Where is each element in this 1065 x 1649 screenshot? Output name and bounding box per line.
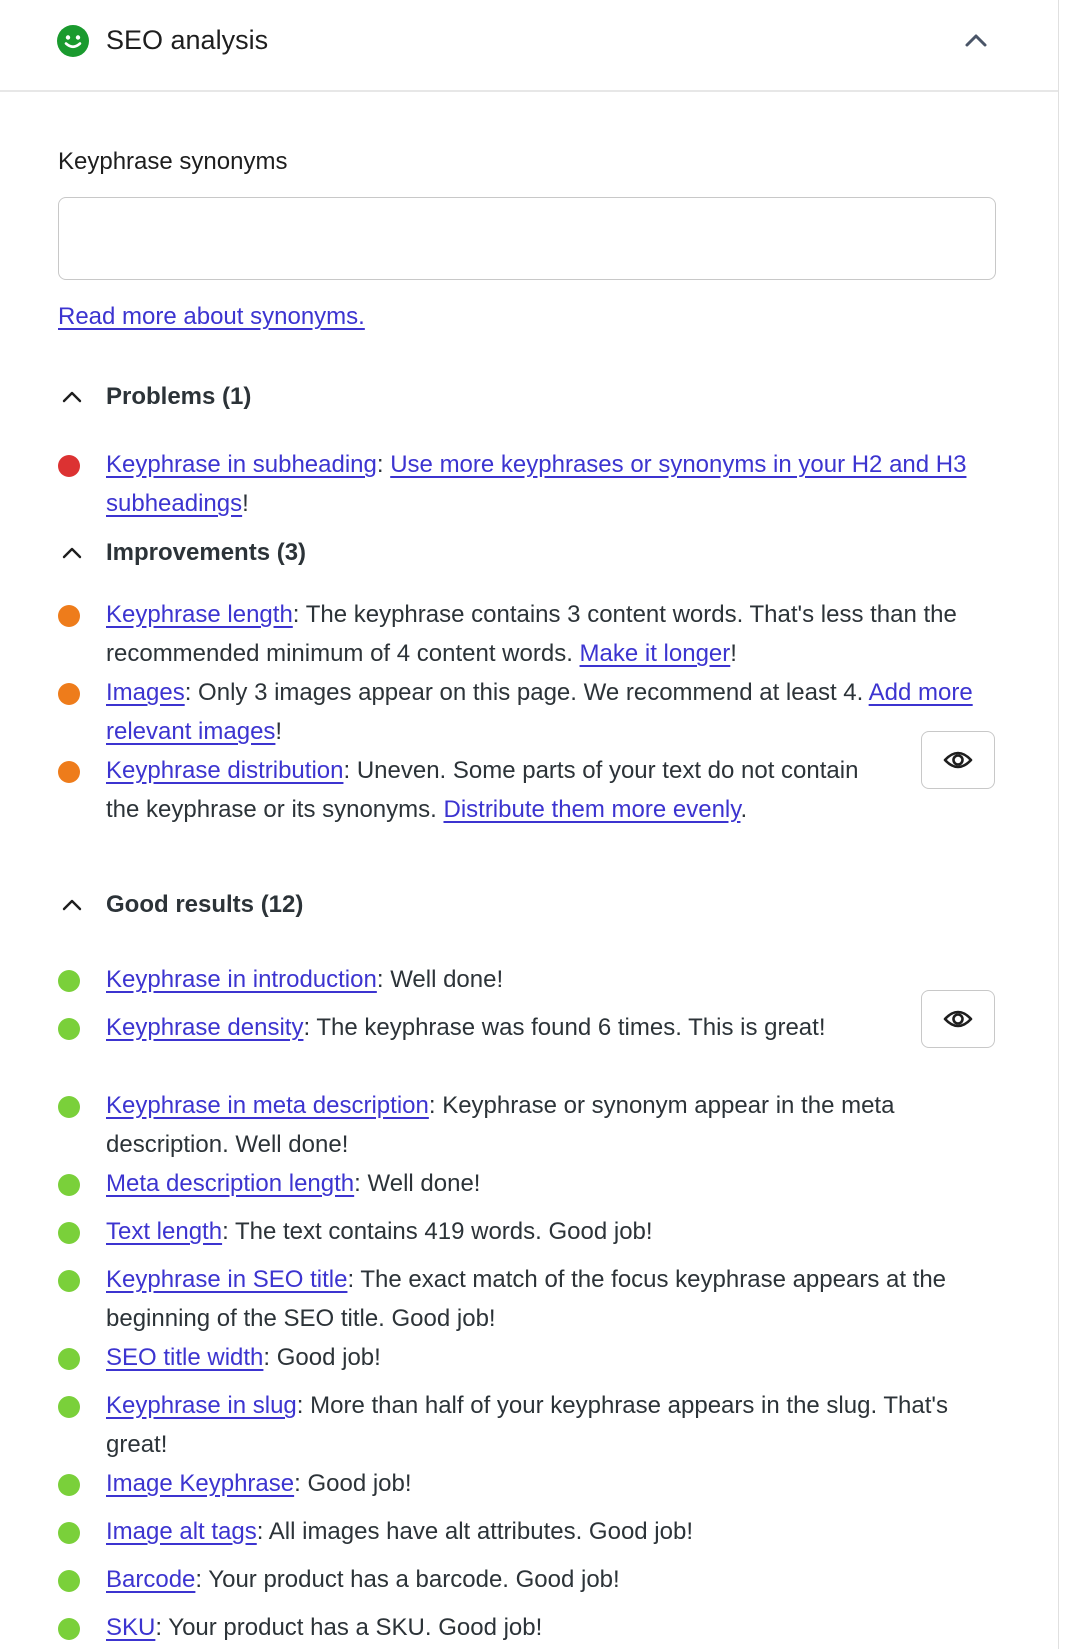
section-title: Good results (12) xyxy=(106,891,304,918)
result-link[interactable]: SKU xyxy=(106,1614,156,1641)
result-link[interactable]: Keyphrase distribution xyxy=(106,757,344,784)
result-message: Keyphrase or synonym appear in the meta description. Well done! xyxy=(106,1092,895,1158)
status-dot-icon xyxy=(58,970,80,992)
chevron-up-icon xyxy=(58,891,86,919)
result-sep: : xyxy=(376,966,391,993)
result-link[interactable]: Keyphrase in SEO title xyxy=(106,1266,348,1293)
result-link[interactable]: Keyphrase in subheading xyxy=(106,451,377,478)
result-sep: : xyxy=(343,757,357,784)
result-sep: : xyxy=(347,1266,361,1293)
result-message: Your product has a barcode. Good job! xyxy=(208,1566,620,1593)
synonyms-input[interactable] xyxy=(58,197,996,280)
status-dot-icon xyxy=(58,455,80,477)
panel-header[interactable] xyxy=(0,0,1058,92)
synonyms-label: Keyphrase synonyms xyxy=(58,148,288,175)
result-end: ! xyxy=(242,490,249,517)
result-text xyxy=(106,1386,1001,1464)
status-dot-icon xyxy=(58,1018,80,1040)
result-sep: : xyxy=(292,601,306,628)
panel-title: SEO analysis xyxy=(106,25,269,55)
result-link[interactable]: Meta description length xyxy=(106,1170,355,1197)
result-message: Uneven. Some parts of your text do not contain the keyphrase or its synonyms. xyxy=(106,757,859,823)
result-message: Good job! xyxy=(307,1470,412,1497)
result-text xyxy=(106,1608,1001,1647)
result-link[interactable]: Images xyxy=(106,679,185,706)
status-dot-icon xyxy=(58,1396,80,1418)
result-link[interactable]: Image alt tags xyxy=(106,1518,257,1545)
result-message: Well done! xyxy=(390,966,504,993)
status-dot-icon xyxy=(58,1174,80,1196)
result-sep: : xyxy=(296,1392,311,1419)
result-link[interactable]: Image Keyphrase xyxy=(106,1470,295,1497)
section-title: Problems (1) xyxy=(106,383,252,410)
status-dot-icon xyxy=(58,1096,80,1118)
result-text xyxy=(106,1512,1001,1551)
result-text xyxy=(106,1260,1001,1338)
status-dot-icon xyxy=(58,1570,80,1592)
status-dot-icon xyxy=(58,1474,80,1496)
result-action-link[interactable]: Use more keyphrases or synonyms in your H2 and H3 subheadings xyxy=(106,451,967,517)
result-text xyxy=(106,751,896,829)
result-message: The keyphrase was found 6 times. This is great! xyxy=(316,1014,826,1041)
eye-icon xyxy=(943,1008,973,1030)
result-message: Well done! xyxy=(367,1170,481,1197)
result-message: The keyphrase contains 3 content words. That's less than the recommended minimum of 4 content words. xyxy=(106,601,957,667)
result-sep: : xyxy=(428,1092,443,1119)
status-dot-icon xyxy=(58,1522,80,1544)
highlight-eye-button[interactable] xyxy=(921,731,995,789)
highlight-eye-button[interactable] xyxy=(921,990,995,1048)
chevron-up-icon[interactable] xyxy=(960,26,992,54)
result-text xyxy=(106,1164,1001,1203)
result-message: Only 3 images appear on this page. We recommend at least 4. xyxy=(198,679,869,706)
result-sep: : xyxy=(263,1344,277,1371)
status-dot-icon xyxy=(58,761,80,783)
result-link[interactable]: Barcode xyxy=(106,1566,196,1593)
result-end: ! xyxy=(730,640,737,667)
status-dot-icon xyxy=(58,1222,80,1244)
section-problems-toggle[interactable] xyxy=(58,379,251,415)
result-item xyxy=(58,751,1003,871)
result-message: Your product has a SKU. Good job! xyxy=(168,1614,543,1641)
result-sep: : xyxy=(195,1566,209,1593)
result-action-link[interactable]: Add more relevant images xyxy=(106,679,973,745)
result-link[interactable]: Keyphrase density xyxy=(106,1014,304,1041)
chevron-up-icon xyxy=(58,539,86,567)
status-dot-icon xyxy=(58,683,80,705)
result-text xyxy=(106,1008,896,1047)
section-improvements-toggle[interactable] xyxy=(58,535,306,571)
result-item xyxy=(58,1008,1003,1088)
result-end: . xyxy=(740,796,748,823)
result-sep: : xyxy=(354,1170,368,1197)
result-text xyxy=(106,673,1001,751)
status-dot-icon xyxy=(58,1618,80,1640)
result-sep: : xyxy=(155,1614,169,1641)
result-sep: : xyxy=(184,679,199,706)
result-action-link[interactable]: Make it longer xyxy=(579,640,731,667)
result-text xyxy=(106,1338,1001,1377)
eye-icon xyxy=(943,749,973,771)
result-link[interactable]: Keyphrase length xyxy=(106,601,293,628)
section-title: Improvements (3) xyxy=(106,539,307,566)
result-text xyxy=(106,1212,1001,1251)
status-dot-icon xyxy=(58,1348,80,1370)
result-text xyxy=(106,1560,1001,1599)
section-good-results-toggle[interactable] xyxy=(58,887,303,923)
result-message: The text contains 419 words. Good job! xyxy=(234,1218,653,1245)
good-smiley-icon xyxy=(57,25,89,57)
result-link[interactable]: Keyphrase in meta description xyxy=(106,1092,429,1119)
result-sep: : xyxy=(222,1218,235,1245)
result-text xyxy=(106,595,1001,673)
status-dot-icon xyxy=(58,605,80,627)
result-sep: : xyxy=(294,1470,308,1497)
result-link[interactable]: Text length xyxy=(106,1218,223,1245)
result-sep: : xyxy=(303,1014,317,1041)
result-message: Good job! xyxy=(276,1344,381,1371)
result-message: More than half of your keyphrase appears in the slug. That's great! xyxy=(106,1392,948,1458)
result-message: All images have alt attributes. Good job! xyxy=(268,1518,693,1545)
result-text xyxy=(106,1464,1001,1503)
result-sep: : xyxy=(376,451,391,478)
chevron-up-icon xyxy=(58,383,86,411)
result-end: ! xyxy=(275,718,283,745)
result-link[interactable]: Keyphrase in slug xyxy=(106,1392,297,1419)
status-dot-icon xyxy=(58,1270,80,1292)
result-link[interactable]: SEO title width xyxy=(106,1344,264,1371)
result-text xyxy=(106,445,996,523)
result-text xyxy=(106,1086,1001,1164)
result-message: The exact match of the focus keyphrase appears at the beginning of the SEO title. Good job! xyxy=(106,1266,947,1332)
result-action-link[interactable]: Distribute them more evenly xyxy=(443,796,741,823)
synonyms-help-link[interactable]: Read more about synonyms. xyxy=(58,303,365,330)
result-text xyxy=(106,960,1001,999)
result-link[interactable]: Keyphrase in introduction xyxy=(106,966,377,993)
result-sep: : xyxy=(256,1518,269,1545)
